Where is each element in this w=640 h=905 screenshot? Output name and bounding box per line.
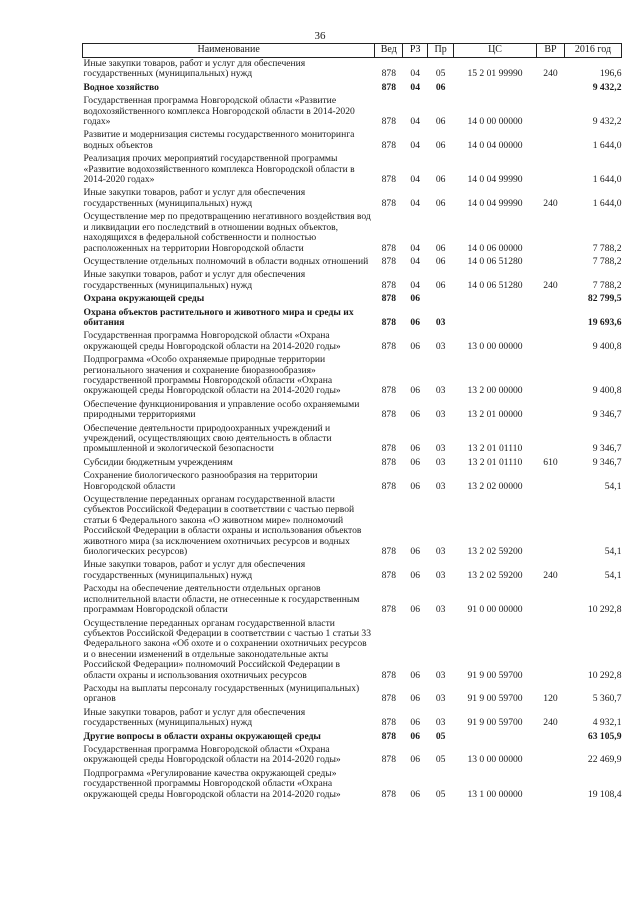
row-ved-cell: 878 [381,604,396,616]
table-row [83,330,622,354]
row-ved-cell: 878 [381,456,396,468]
row-vr-cell [536,129,564,153]
row-vr-cell [536,354,564,399]
row-vr-cell [536,82,564,95]
row-rz-cell: 06 [410,293,421,305]
row-name-cell: Осуществление переданных органам государственной власти субъектов Российской Федерации в соответствии с частью 1 статьи 33 Федерального закона «Об охоте и о сохранении охотничьих ресурсов и о внесении изменений в отдельные законодательные акты Российской Федерации» полномочий Российской Федерации в области охраны и использования охотничьих ресурсов [83,617,372,681]
row-name-cell: Обеспечение деятельности природоохранных учреждений и учреждений, осуществляющих свою деятельность в области промышленной и экологической безопасности [83,422,332,455]
row-name-cell: Иные закупки товаров, работ и услуг для обеспечения государственных (муниципальных) нужд [83,58,306,80]
row-pr-cell: 06 [435,197,446,209]
row-name-cell: Реализация прочих мероприятий государственной программы «Развитие водохозяйственного комплекса Новгородской области в 2014-2020 годах» [83,153,355,186]
row-pr-cell: 03 [435,546,446,558]
row-name-cell: Иные закупки товаров, работ и услуг для обеспечения государственных (муниципальных) нужд [83,706,306,729]
row-rz-cell: 06 [410,604,421,616]
row-rz-cell: 06 [410,669,421,681]
table-row [83,82,622,95]
column-header-ved: Вед [375,44,403,58]
row-rz-cell: 04 [410,255,421,267]
row-sum-cell: 10 292,8 [587,669,622,681]
row-sum-cell: 1 644,0 [592,139,622,151]
row-sum-cell: 1 644,0 [592,197,622,209]
table-row [83,293,622,306]
table-row [83,683,622,707]
table-row [83,559,622,583]
row-name-cell: Другие вопросы в области охраны окружающей среды [83,730,321,742]
row-name-cell: Иные закупки товаров, работ и услуг для обеспечения государственных (муниципальных) нужд [83,269,306,291]
row-sum-cell: 9 346,7 [592,409,622,421]
row-name-cell: Расходы на выплаты персоналу государственных (муниципальных) органов [83,682,360,705]
budget-table [82,43,622,802]
row-sum-cell: 9 346,7 [592,456,622,468]
row-pr-cell: 06 [435,116,446,128]
row-sum-cell: 7 788,2 [592,279,622,291]
table-row [83,470,622,494]
row-cs-cell: 13 0 00 00000 [467,340,523,352]
row-sum-cell: 22 469,9 [587,754,622,766]
row-sum-cell: 196,6 [599,68,622,80]
row-rz-cell: 04 [410,68,421,80]
row-ved-cell: 878 [381,279,396,291]
row-cs-cell: 91 9 00 59700 [467,717,523,729]
row-name-cell: Государственная программа Новгородской области «Развитие водохозяйственного комплекса Новгородской области в 2014-2020 годах» [83,95,355,128]
row-cs-cell: 13 2 01 01110 [467,456,523,468]
row-pr-cell: 03 [435,669,446,681]
table-row [83,768,622,802]
table-row [83,129,622,153]
row-vr-cell: 240 [543,68,558,80]
row-pr-cell: 03 [435,456,446,468]
table-row [83,354,622,399]
row-vr-cell [536,618,564,683]
row-vr-cell: 120 [543,693,558,705]
row-vr-cell [536,399,564,423]
table-row [83,731,622,744]
row-pr-cell: 03 [435,409,446,421]
table-row [83,457,622,470]
row-name-cell: Осуществление отдельных полномочий в области водных отношений [83,255,369,267]
row-pr-cell: 06 [435,174,446,186]
row-rz-cell: 04 [410,139,421,151]
row-vr-cell [536,211,564,256]
row-pr-cell: 06 [435,139,446,151]
row-sum-cell: 9 432,2 [592,81,622,93]
row-rz-cell: 06 [410,693,421,705]
row-rz-cell: 06 [410,546,421,558]
row-ved-cell: 878 [381,546,396,558]
row-rz-cell: 06 [410,717,421,729]
row-cs-cell: 14 0 00 00000 [467,116,523,128]
row-cs-cell: 13 1 00 00000 [467,788,523,800]
row-ved-cell: 878 [381,669,396,681]
row-rz-cell: 04 [410,279,421,291]
row-ved-cell: 878 [381,385,396,397]
row-sum-cell: 10 292,8 [587,604,622,616]
row-name-cell: Государственная программа Новгородской области «Охрана окружающей среды Новгородской области на 2014-2020 годы» [83,330,341,352]
row-rz-cell: 04 [410,81,421,93]
table-row [83,618,622,683]
row-sum-cell: 54,1 [604,569,622,581]
row-sum-cell: 7 788,2 [592,242,622,254]
row-cs-cell: 13 2 02 59200 [467,546,523,558]
row-name-cell: Иные закупки товаров, работ и услуг для обеспечения государственных (муниципальных) нужд [83,187,306,209]
table-row [83,58,622,82]
row-rz-cell: 06 [410,316,421,328]
row-sum-cell: 9 400,8 [592,385,622,397]
table-body [83,58,622,803]
row-sum-cell: 19 693,6 [587,316,622,328]
row-cs-cell: 13 2 02 00000 [467,480,523,492]
row-name-cell: Охрана окружающей среды [83,293,205,305]
table-row [83,269,622,293]
table-row [83,583,622,617]
table-row [83,707,622,731]
row-name-cell: Обеспечение функционирования и управление особо охраняемыми природными территориями [83,398,360,421]
row-rz-cell: 06 [410,754,421,766]
row-cs-cell: 13 2 01 01110 [467,443,523,455]
row-cs-cell: 14 0 06 00000 [467,242,523,254]
row-cs-cell: 13 2 00 00000 [467,385,523,397]
row-pr-cell: 06 [435,242,446,254]
page-number: 36 [314,30,326,42]
row-rz-cell: 04 [410,116,421,128]
row-ved-cell: 878 [381,255,396,267]
row-pr-cell: 05 [435,730,446,742]
table-header [83,44,622,58]
row-rz-cell: 06 [410,385,421,397]
row-cs-cell: 15 2 01 99990 [467,68,523,80]
row-cs-cell: 14 0 06 51280 [467,255,523,267]
row-pr-cell: 03 [435,693,446,705]
row-rz-cell: 04 [410,174,421,186]
table-row [83,494,622,559]
row-name-cell: Иные закупки товаров, работ и услуг для обеспечения государственных (муниципальных) нужд [83,559,306,581]
table-row [83,211,622,256]
row-rz-cell: 06 [410,788,421,800]
row-rz-cell: 06 [410,340,421,352]
column-header-vr: ВР [536,44,564,58]
row-ved-cell: 878 [381,116,396,128]
row-ved-cell: 878 [381,139,396,151]
row-name-cell: Развитие и модернизация системы государственного мониторинга водных объектов [83,129,355,151]
row-rz-cell: 04 [410,197,421,209]
row-ved-cell: 878 [381,754,396,766]
row-sum-cell: 7 788,2 [592,255,622,267]
table-row [83,744,622,768]
row-sum-cell: 5 360,7 [592,693,622,705]
row-cs-cell: 14 0 04 99990 [467,197,523,209]
row-rz-cell: 06 [410,730,421,742]
row-name-cell: Сохранение биологического разнообразия на территории Новгородской области [83,470,318,492]
row-vr-cell [536,423,564,457]
table-row [83,95,622,129]
row-pr-cell [428,293,454,306]
row-name-cell: Водное хозяйство [83,81,159,93]
row-sum-cell: 9 432,2 [592,116,622,128]
row-rz-cell: 04 [410,242,421,254]
row-vr-cell [536,293,564,306]
row-vr-cell [536,731,564,744]
row-ved-cell: 878 [381,409,396,421]
row-cs-cell: 13 0 00 00000 [467,754,523,766]
row-vr-cell [536,95,564,129]
row-name-cell: Субсидии бюджетным учреждениям [83,456,233,468]
row-cs-cell [454,307,537,331]
row-pr-cell: 06 [435,81,446,93]
row-ved-cell: 878 [381,569,396,581]
row-pr-cell: 05 [435,754,446,766]
row-vr-cell: 240 [543,569,558,581]
row-ved-cell: 878 [381,443,396,455]
row-vr-cell: 240 [543,717,558,729]
table-row [83,423,622,457]
row-rz-cell: 06 [410,456,421,468]
row-cs-cell: 14 0 06 51280 [467,279,523,291]
row-pr-cell: 03 [435,717,446,729]
row-ved-cell: 878 [381,717,396,729]
row-ved-cell: 878 [381,242,396,254]
table-row [83,187,622,211]
table-row [83,399,622,423]
row-ved-cell: 878 [381,693,396,705]
row-rz-cell: 06 [410,409,421,421]
row-sum-cell: 82 799,5 [587,293,622,305]
row-cs-cell: 13 2 02 59200 [467,569,523,581]
row-name-cell: Осуществление переданных органам государственной власти субъектов Российской Федерации в соответствии с частью первой статьи 6 Федерального закона «О животном мире» полномочий Российской Федерации в области охраны и использования объектов животного мира (за исключением охотничьих ресурсов и водных биологических ресурсов) [83,494,362,558]
row-cs-cell [454,82,537,95]
row-pr-cell: 03 [435,480,446,492]
row-ved-cell: 878 [381,340,396,352]
row-ved-cell: 878 [381,316,396,328]
row-name-cell: Государственная программа Новгородской области «Охрана окружающей среды Новгородской области на 2014-2020 годы» [83,743,341,766]
row-vr-cell [536,330,564,354]
row-ved-cell: 878 [381,788,396,800]
row-vr-cell: 240 [543,279,558,291]
row-sum-cell: 63 105,9 [587,730,622,742]
row-sum-cell: 54,1 [604,480,622,492]
row-sum-cell: 9 400,8 [592,340,622,352]
column-header-rz: РЗ [403,44,428,58]
row-vr-cell [536,153,564,187]
row-cs-cell [454,293,537,306]
row-cs-cell: 91 9 00 59700 [467,669,523,681]
row-vr-cell [536,256,564,269]
row-sum-cell: 19 108,4 [587,788,622,800]
row-cs-cell: 14 0 04 00000 [467,139,523,151]
row-cs-cell: 91 9 00 59700 [467,693,523,705]
column-header-cs: ЦС [454,44,537,58]
row-pr-cell: 03 [435,604,446,616]
row-pr-cell: 06 [435,255,446,267]
row-name-cell: Подпрограмма «Особо охраняемые природные территории регионального значения и сохранение биоразнообразия» государственной программы Новгородской области «Охрана окружающей среды Новгородской области на 2014-2020 годы» [83,354,341,397]
row-vr-cell [536,307,564,331]
row-cs-cell: 14 0 04 99990 [467,174,523,186]
row-name-cell: Расходы на обеспечение деятельности отдельных органов исполнительной власти области, не отнесенные к государственным программам Новгородской области [83,583,360,616]
row-vr-cell: 610 [543,456,558,468]
row-pr-cell: 05 [435,68,446,80]
row-pr-cell: 06 [435,279,446,291]
row-pr-cell: 03 [435,569,446,581]
row-rz-cell: 06 [410,569,421,581]
table-row [83,256,622,269]
row-cs-cell: 13 2 01 00000 [467,409,523,421]
row-sum-cell: 9 346,7 [592,443,622,455]
row-pr-cell: 05 [435,788,446,800]
row-name-cell: Охрана объектов растительного и животного мира и среды их обитания [83,306,354,328]
row-sum-cell: 54,1 [604,546,622,558]
row-sum-cell: 1 644,0 [592,174,622,186]
row-name-cell: Осуществление мер по предотвращению негативного воздействия вод и ликвидации его последствий в отношении водных объектов, находящихся в федеральной собственности и полностью расположенных на территории Новгородской области [83,211,371,254]
column-header-pr: Пр [428,44,454,58]
row-vr-cell [536,583,564,617]
row-pr-cell: 03 [435,443,446,455]
row-ved-cell: 878 [381,68,396,80]
row-ved-cell: 878 [381,293,396,305]
row-cs-cell [454,731,537,744]
row-ved-cell: 878 [381,730,396,742]
row-cs-cell: 91 0 00 00000 [467,604,523,616]
table-row [83,153,622,187]
row-vr-cell [536,494,564,559]
row-ved-cell: 878 [381,81,396,93]
row-rz-cell: 06 [410,443,421,455]
row-ved-cell: 878 [381,174,396,186]
column-header-sum: 2016 год [564,44,621,58]
row-ved-cell: 878 [381,197,396,209]
row-pr-cell: 03 [435,340,446,352]
row-vr-cell [536,744,564,768]
row-pr-cell: 03 [435,316,446,328]
row-ved-cell: 878 [381,480,396,492]
row-sum-cell: 4 932,1 [592,717,622,729]
column-header-name: Наименование [83,44,375,58]
row-vr-cell [536,470,564,494]
row-name-cell: Подпрограмма «Регулирование качества окружающей среды» государственной программы Новгородской области «Охрана окружающей среды Новгородской области на 2014-2020 годы» [83,767,341,800]
row-vr-cell: 240 [543,197,558,209]
row-pr-cell: 03 [435,385,446,397]
row-rz-cell: 06 [410,480,421,492]
row-vr-cell [536,768,564,802]
table-row [83,307,622,331]
